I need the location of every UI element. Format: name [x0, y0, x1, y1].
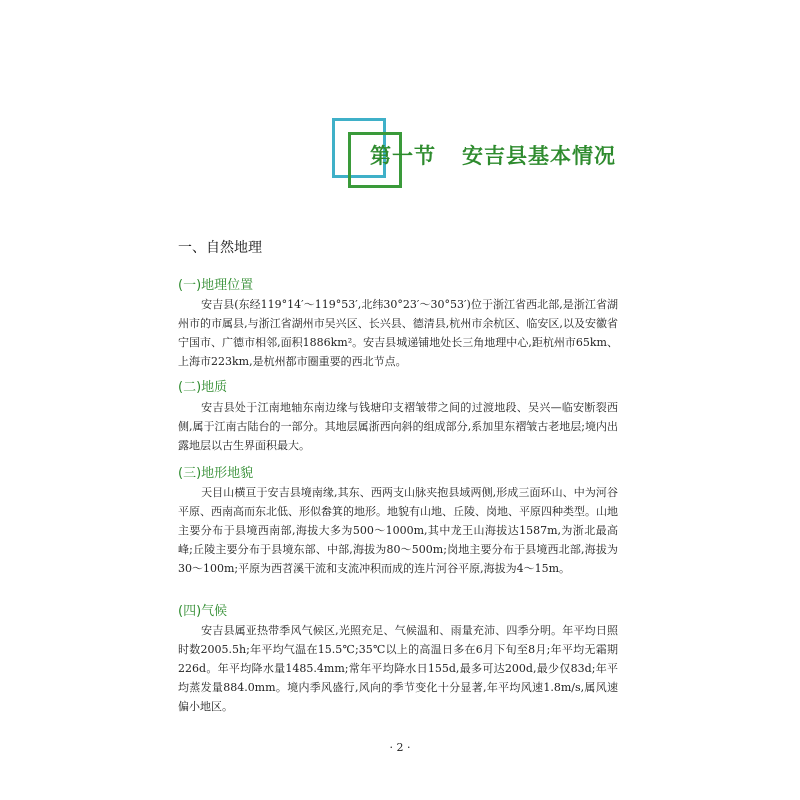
paragraph-location: 安吉县(东经119°14′～119°53′,北纬30°23′～30°53′)位于浙江省西北部,是浙江省湖州市的市属县,与浙江省湖州市吴兴区、长兴县、德清县,杭州市余杭区、临安区,以及安徽省宁国市、广德市相邻,面积1886km²。安吉县城递铺地处长三角地理中心,距杭州市65km、上海市223km,是杭州都市圈重要的西北节点。 [178, 298, 618, 368]
subheading-location: (一)地理位置 [178, 278, 254, 293]
section-title [370, 140, 616, 170]
paragraph-geology: 安吉县处于江南地轴东南边缘与钱塘印支褶皱带之间的过渡地段、吴兴—临安断裂西侧,属于江南古陆台的一部分。其地层属浙西向斜的组成部分,系加里东褶皱古老地层;境内出露地层以古生界面积最大。 [178, 401, 618, 452]
paragraph-climate: 安吉县属亚热带季风气候区,光照充足、气候温和、雨量充沛、四季分明。年平均日照时数2005.5h;年平均气温在15.5℃;35℃以上的高温日多在6月下旬至8月;年平均无霜期226d。年平均降水量1485.4mm;常年平均降水日155d,最多可达200d,最少仅83d;年平均蒸发量884.0mm。境内季风盛行,风向的季节变化十分显著,年平均风速1.8m/s,属风速偏小地区。 [178, 624, 618, 713]
subheading-climate: (四)气候 [178, 604, 228, 619]
page-number: · 2 · [389, 741, 411, 754]
subheading-geology: (二)地质 [178, 380, 228, 395]
section-label: 第一节 [370, 144, 436, 168]
subheading-terrain: (三)地形地貌 [178, 466, 254, 481]
paragraph-terrain: 天目山横亘于安吉县境南缘,其东、西两支山脉夹抱县域两侧,形成三面环山、中为河谷平原、西南高而东北低、形似畚箕的地形。地貌有山地、丘陵、岗地、平原四种类型。山地主要分布于县境西南部,海拔大多为500～1000m,其中龙王山海拔达1587m,为浙北最高峰;丘陵主要分布于县境东部、中部,海拔为80～500m;岗地主要分布于县境西北部,海拔为30～100m;平原为西苕溪干流和支流冲积而成的连片河谷平原,海拔为4～15m。 [178, 486, 618, 575]
section-title-text: 安吉县基本情况 [462, 144, 616, 168]
heading-natural-geography: 一、自然地理 [178, 240, 262, 256]
